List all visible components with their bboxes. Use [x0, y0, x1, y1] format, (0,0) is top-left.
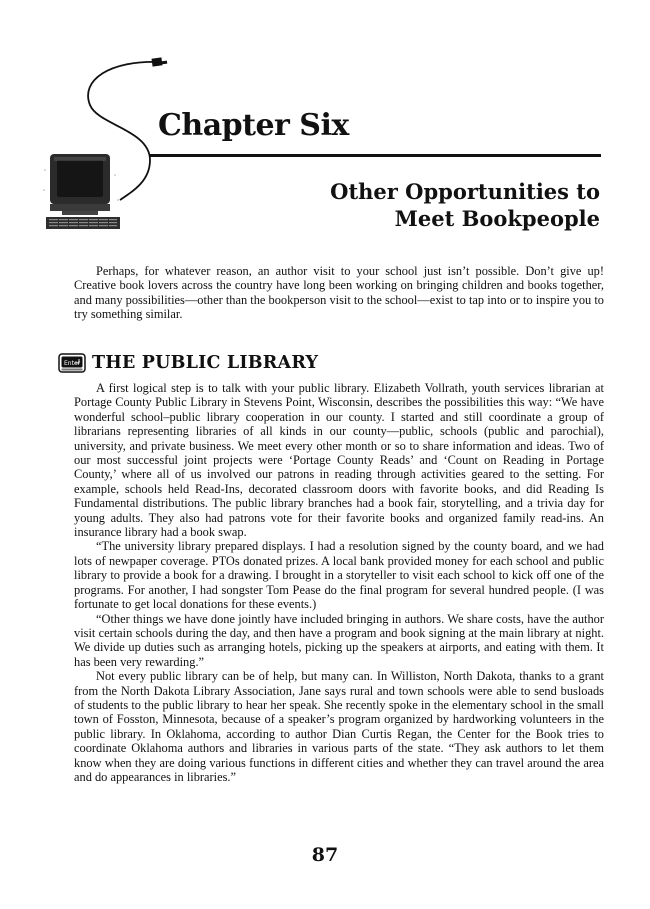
chapter-subtitle	[330, 178, 600, 232]
body-paragraph: “The university library prepared displays. I had a resolution signed by the county board, and we had lots of newpaper coverage. PTOs donated prizes. A local bank provided money for each school and public library to provide a book for a drawing. I brought in a storyteller to visit each school to kick off one of the programs. For another, I had songster Tom Pease do the final program for several hundred people. (I was fortunate to get local donations for these events.)	[74, 539, 604, 612]
section-title: THE PUBLIC LIBRARY	[92, 353, 319, 373]
body-paragraph: “Other things we have done jointly have included bringing in authors. We share costs, have the author visit certain schools during the day, and then have a program and book signing at the main library at night. We divide up duties such as arranging hotels, picking up the speakers at airports, and eating with them. It has been very rewarding.”	[74, 611, 604, 669]
section-body	[74, 381, 604, 784]
chapter-title: Chapter Six	[158, 108, 349, 143]
chapter-subtitle-line-2: Meet Bookpeople	[394, 206, 600, 231]
page-number: 87	[311, 844, 339, 866]
body-paragraph: A first logical step is to talk with your public library. Elizabeth Vollrath, youth services librarian at Portage County Public Library in Stevens Point, Wisconsin, describes the possibilities this way: “We have wonderful school–public library cooperation in our county. I started and still coordinate a group of librarians representing libraries of all kinds in our county—public, schools (public and parochial), university, and private business. We meet every other month or so to share information and ideas. Two of our most successful joint projects were ‘Portage County Reads’ and ‘Count on Reading in Portage County,’ where all of us involved our patrons in reading through activities geared to the setting. For example, schools held Read-Ins, decorated classroom doors with favorite books, and did Reading Is Fundamental distributions. The public library branches had a book fair, storytelling, and a trivia day for young adults. They also had patrons vote for their favorite books and organized family read-ins. An insurance library had a book swap.	[74, 381, 604, 540]
enter-key-icon	[58, 353, 86, 373]
section-heading	[58, 350, 318, 376]
body-paragraph: Not every public library can be of help, but many can. In Williston, North Dakota, thanks to a grant from the North Dakota Library Association, Jane says rural and town schools were able to send busloads of students to the public library to hear her speak. She recently spoke in the elementary school in the small town of Fosston, Minnesota, because of a speaker’s program organized by hardworking volunteers in the public library. In Oklahoma, according to author Dian Curtis Regan, the Center for the Book tries to coordinate Oklahoma authors and libraries in various parts of the state. “They ask authors to let them know when they are doing various functions in different cities and whether they can travel around the area and do appearances in libraries.”	[74, 669, 604, 784]
computer-with-cable-icon	[40, 50, 220, 250]
chapter-subtitle-line-1: Other Opportunities to	[330, 179, 600, 204]
title-rule	[150, 154, 601, 157]
intro-paragraph: Perhaps, for whatever reason, an author visit to your school just isn’t possible. Don’t give up! Creative book lovers across the country have long been working on bringing children and books together, and many possibilities—other than the bookperson visit to the school—exist to tap into or to inspire you to try something similar.	[74, 264, 604, 322]
enter-key-label: Enter	[64, 359, 81, 367]
